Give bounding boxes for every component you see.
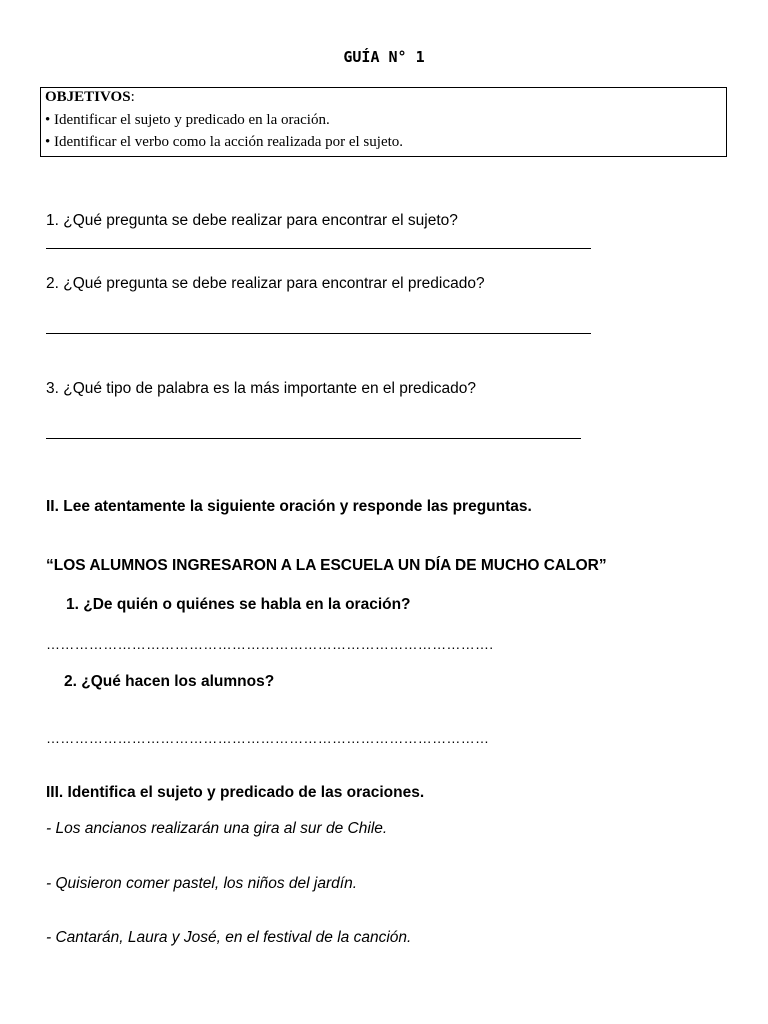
question-3: 3. ¿Qué tipo de palabra es la más importante en el predicado? xyxy=(46,380,476,397)
answer-line xyxy=(46,333,591,334)
section-3-heading: III. Identifica el sujeto y predicado de las oraciones. xyxy=(46,784,425,801)
section-2-question-2: 2. ¿Qué hacen los alumnos? xyxy=(64,673,275,690)
objective-item xyxy=(45,112,330,129)
question-1: 1. ¿Qué pregunta se debe realizar para encontrar el sujeto? xyxy=(46,212,458,229)
section-2-question-1: 1. ¿De quién o quiénes se habla en la oración? xyxy=(66,596,411,613)
exercise-sentence: - Cantarán, Laura y José, en el festival de la canción. xyxy=(46,929,412,946)
objective-item-text: Identificar el verbo como la acción realizada por el sujeto. xyxy=(54,134,404,150)
question-2: 2. ¿Qué pregunta se debe realizar para encontrar el predicado? xyxy=(46,275,485,292)
objectives-heading: OBJETIVOS xyxy=(45,89,131,105)
answer-dotted-line: ………………………………………………………………………………… xyxy=(46,730,490,746)
bullet-icon: • xyxy=(45,134,51,150)
section-2-sentence: “LOS ALUMNOS INGRESARON A LA ESCUELA UN DÍA DE MUCHO CALOR” xyxy=(46,557,607,574)
exercise-sentence: - Los ancianos realizarán una gira al sur de Chile. xyxy=(46,820,388,837)
answer-dotted-line: …………………………………………………………………………………. xyxy=(46,636,494,652)
objective-item-text: Identificar el sujeto y predicado en la oración. xyxy=(54,112,330,128)
section-2-heading: II. Lee atentamente la siguiente oración y responde las preguntas. xyxy=(46,498,532,515)
objectives-heading-row xyxy=(45,89,135,106)
exercise-sentence: - Quisieron comer pastel, los niños del jardín. xyxy=(46,875,358,892)
objectives-box xyxy=(40,87,727,157)
bullet-icon: • xyxy=(45,112,51,128)
answer-line xyxy=(46,248,591,249)
answer-line xyxy=(46,438,581,439)
objective-item xyxy=(45,134,403,151)
objectives-heading-colon: : xyxy=(130,89,135,105)
page-title: GUÍA N° 1 xyxy=(343,48,425,66)
